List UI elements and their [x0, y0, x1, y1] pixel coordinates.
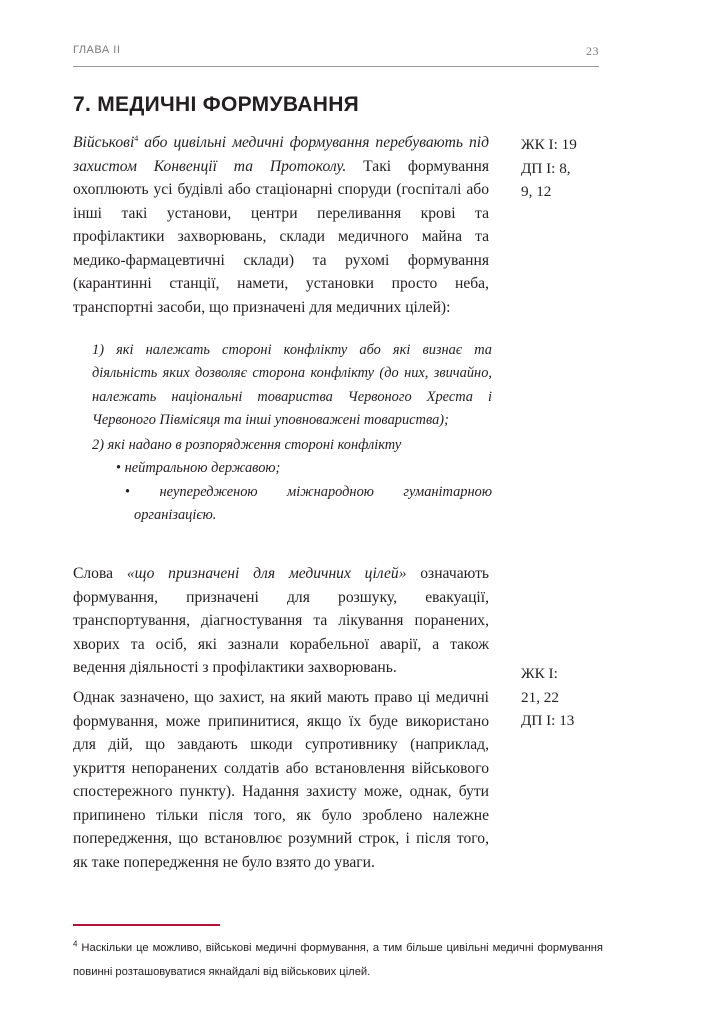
bullet-item-1-text: нейтральною державою; — [124, 460, 281, 477]
paragraph-2-text: означають формування, призначені для розшуку, евакуації, транспортування, діагностування та лікування поранених, хворих та осіб, які зазнали корабельної аварії, а також ведення діяльності з профілактики захворювань. — [73, 565, 489, 676]
bullet-item-1 — [92, 457, 492, 480]
footnote-divider — [73, 924, 220, 926]
list-item-1: 1) які належать стороні конфлікту або які визнає та діяльність яких дозволяє сторона конфлікту (до них, звичайно, належать національні товариства Червоного Хреста і Червоного Півмісяця та інші уповноважені товариства); — [92, 342, 492, 428]
page-number: 23 — [586, 44, 599, 58]
chapter-label: ГЛАВА II — [73, 44, 121, 56]
bullet-marker: • — [116, 460, 122, 477]
margin-ref-1-line-1: ЖК I: 19 — [521, 136, 577, 153]
list-item-2: 2) які надано в розпорядження стороні конфлікту — [92, 437, 402, 454]
margin-reference-1 — [521, 133, 601, 204]
bullet-item-2 — [92, 481, 492, 528]
paragraph-1 — [73, 131, 489, 319]
paragraph-2-quote: «що призначені для медичних цілей» — [126, 565, 407, 582]
bullet-list — [92, 457, 492, 527]
footnote-marker: 4 — [73, 939, 78, 949]
section-title: 7. МЕДИЧНІ ФОРМУВАННЯ — [73, 93, 360, 116]
paragraph-1-italic-a: Військові — [73, 134, 135, 151]
margin-reference-2 — [521, 662, 601, 733]
paragraph-1-italic-b: або цивільні медичні формування перебувають під захистом Конвенції та Протоколу. — [73, 134, 489, 175]
paragraph-2-lead: Слова — [73, 565, 127, 582]
paragraph-3: Однак зазначено, що захист, на який мають право ці медичні формування, може припинитися, якщо їх буде використано для дій, що завдають шкоди супротивнику (наприклад, укриття непоранених солдатів або встановлення військового спостережного пункту). Надання захисту може, однак, бути припинено тільки після того, як було зроблено належне попередження, що встановлює розумний строк, і після того, як таке попередження не було взято до уваги. — [73, 689, 489, 871]
margin-ref-1-line-3: 9, 12 — [521, 183, 552, 200]
paragraph-2 — [73, 562, 489, 680]
margin-ref-1-line-2: ДП I: 8, — [521, 159, 571, 177]
formations-list — [92, 339, 492, 527]
footnote-reference[interactable]: 4 — [134, 133, 139, 143]
bullet-marker: • — [125, 483, 131, 500]
margin-ref-2-line-2: 21, 22 — [521, 688, 559, 706]
header-divider — [73, 66, 599, 67]
bullet-item-2-text: неупередженою міжнародною гуманітарною організацією. — [134, 483, 492, 524]
margin-ref-2-line-3: ДП I: 13 — [521, 712, 575, 729]
paragraph-1-text: Такі формування охоплюють усі будівлі або стаціонарні споруди (госпіталі або інші такі установи, центри переливання крові та профілактики захворювань, склади медичного майна та медико-фармацевтичні склади) та рухомі формування (карантинні станції, намети, установки просто неба, транспортні засоби, що призначені для медичних цілей): — [73, 157, 489, 316]
footnote-text: Наскільки це можливо, військові медичні формування, а тим більше цивільні медичні формування повинні розташовуватися якнайдалі від військових цілей. — [73, 942, 603, 978]
footnote — [73, 936, 603, 984]
margin-ref-2-line-1: ЖК I: — [521, 665, 558, 682]
